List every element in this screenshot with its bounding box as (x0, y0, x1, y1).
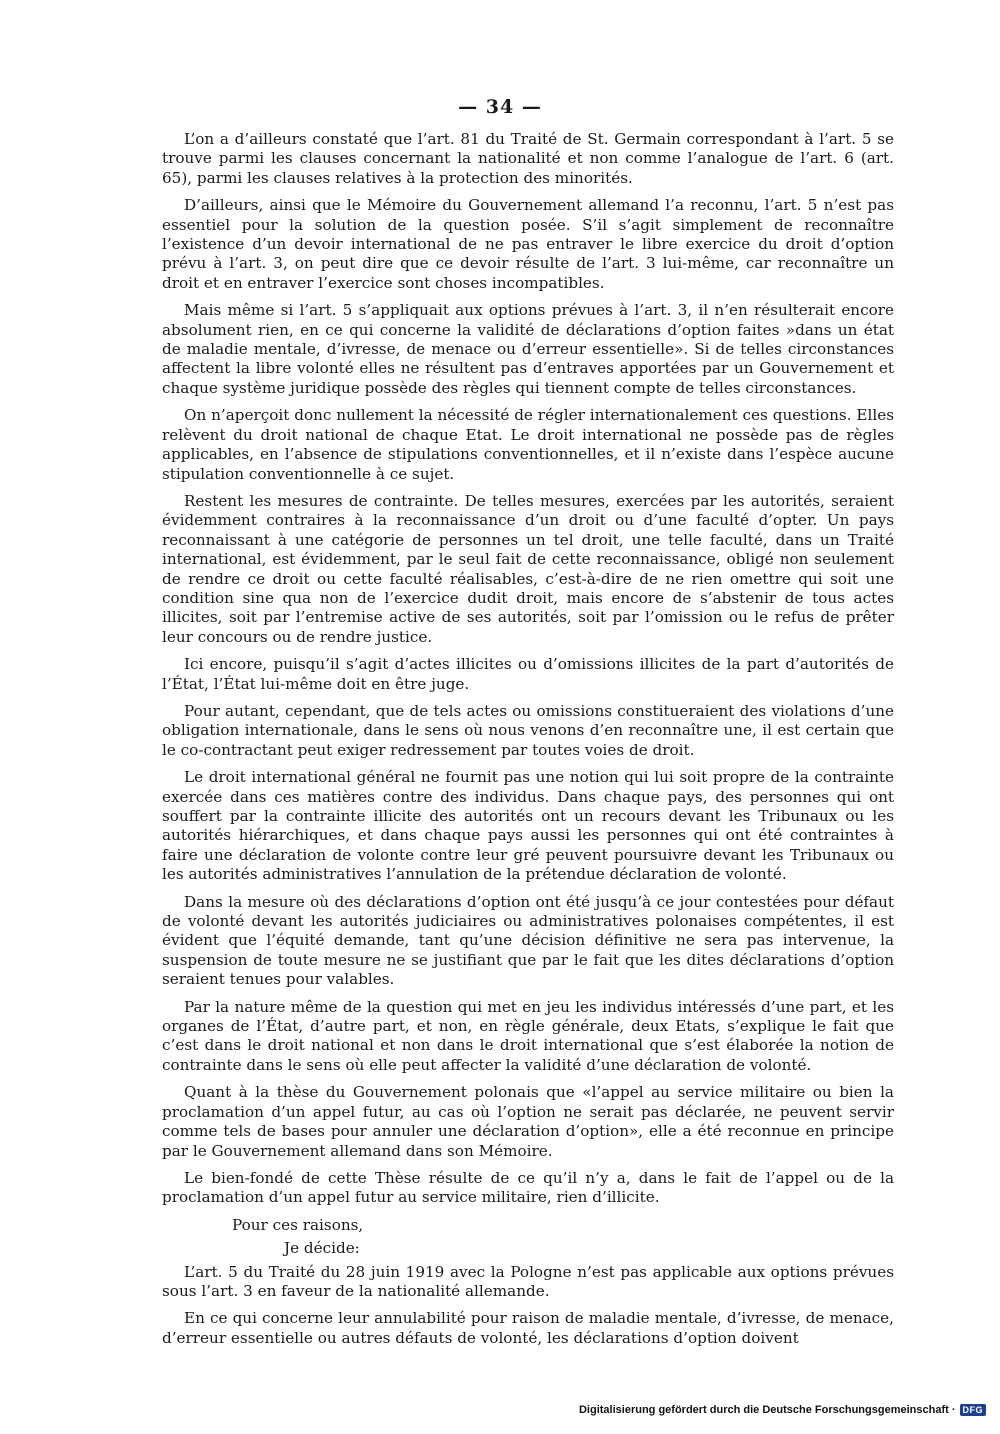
footer (579, 1404, 986, 1416)
paragraph: Par la nature même de la question qui met en jeu les individus intéressés d’une part, et les organes de l’État, d’autre part, et non, en règle générale, deux Etats, s’explique le fait que c’est dans le droit national et non dans le droit international que s’est élaborée la notion de contrainte dans le sens où elle peut affecter la validité d’une déclaration de volonté. (162, 997, 894, 1074)
document-body (162, 130, 894, 1356)
paragraph: Le droit international général ne fournit pas une notion qui lui soit propre de la contrainte exercée dans ces matières contre des individus. Dans chaque pays, des personnes qui ont souffert par la contrainte illicite des autorités ont un recours devant les Tribunaux ou les autorités hiérarchiques, et dans chaque pays aussi les personnes qui ont été contraintes à faire une déclaration de volonte contre leur gré peuvent poursuivre devant les Tribunaux ou les autorités administratives l’annulation de la prétendue déclaration de volonté. (162, 768, 894, 884)
closing-decide: Je décide: (284, 1239, 360, 1258)
paragraph: Restent les mesures de contrainte. De telles mesures, exercées par les autorités, seraient évidemment contraires à la reconnaissance d’un droit ou d’une faculté d’opter. Un pays reconnaissant à une catégorie de personnes un tel droit, une telle faculté, dans un Traité international, est évidemment, par le seul fait de cette reconnaissance, obligé non seulement de rendre ce droit ou cette faculté réalisables, c’est-à-dire de ne rien omettre qui soit une condition sine qua non de l’exercice dudit droit, mais encore de s’abstenir de tous actes illicites, soit par l’entremise active de ses autorités, soit par l’omission ou le refus de prêter leur concours ou de rendre justice. (162, 491, 894, 646)
closing-reasons: Pour ces raisons, (232, 1215, 364, 1234)
paragraph: Le bien-fondé de cette Thèse résulte de ce qu’il n’y a, dans le fait de l’appel ou de la proclamation d’un appel futur au service militaire, rien d’illicite. (162, 1168, 894, 1207)
paragraph: On n’aperçoit donc nullement la nécessité de régler internationalement ces questions. Elles relèvent du droit national de chaque Etat. Le droit international ne possède pas de règles applicables, en l’absence de stipulations conventionnelles, et il n’existe dans l’espèce aucune stipulation conventionnelle à ce sujet. (162, 406, 894, 483)
paragraph: L’on a d’ailleurs constaté que l’art. 81 du Traité de St. Germain correspondant à l’art. 5 se trouve parmi les clauses concernant la nationalité et non comme l’analogue de l’art. 6 (art. 65), parmi les clauses relatives à la protection des minorités. (162, 130, 894, 187)
paragraph: Dans la mesure où des déclarations d’option ont été jusqu’à ce jour contestées pour défaut de volonté devant les autorités judiciaires ou administratives polonaises compétentes, il est évident que l’équité demande, tant qu’une décision définitive ne sera pas intervenue, la suspension de toute mesure ne se justifiant que par le fait que les dites déclarations d’option seraient tenues pour valables. (162, 892, 894, 989)
decision-paragraph: En ce qui concerne leur annulabilité pour raison de maladie mentale, d’ivresse, de menace, d’erreur essentielle ou autres défauts de volonté, les déclarations d’option doivent (162, 1309, 894, 1347)
paragraph: Mais même si l’art. 5 s’appliquait aux options prévues à l’art. 3, il n’en résulterait encore absolument rien, en ce qui concerne la validité de déclarations d’option faites »dans un état de maladie mentale, d’ivresse, de menace ou d’erreur essentielle». Si de telles circonstances affectent la libre volonté elles ne résultent pas d’entraves apportées par un Gouvernement et chaque système juridique possède des règles qui tiennent compte de telles circonstances. (162, 301, 894, 397)
footer-credit: Digitalisierung gefördert durch die Deutsche Forschungsgemeinschaft · (578, 1404, 956, 1416)
paragraph: D’ailleurs, ainsi que le Mémoire du Gouvernement allemand l’a reconnu, l’art. 5 n’est pas essentiel pour la solution de la question posée. S’il s’agit simplement de reconnaître l’existence d’un devoir international de ne pas entraver le libre exercice du droit d’option prévu à l’art. 3, on peut dire que ce devoir résulte de l’art. 3 lui-même, car reconnaître un droit et en entraver l’exercice sont choses incompatibles. (162, 196, 894, 292)
decision-paragraph: L’art. 5 du Traité du 28 juin 1919 avec la Pologne n’est pas applicable aux options prévues sous l’art. 3 en faveur de la nationalité allemande. (162, 1262, 894, 1300)
page-number: — 34 — (458, 96, 542, 118)
paragraph: Pour autant, cependant, que de tels actes ou omissions constitueraient des violations d’une obligation internationale, dans le sens où nous venons d’en reconnaître une, il est certain que le co-contractant peut exiger redressement par toutes voies de droit. (162, 701, 894, 759)
dfg-logo-icon: DFG (960, 1404, 987, 1416)
paragraph: Quant à la thèse du Gouvernement polonais que «l’appel au service militaire ou bien la proclamation d’un appel futur, au cas où l’option ne serait pas déclarée, ne peuvent servir comme tels de bases pour annuler une déclaration d’option», elle a été reconnue en principe par le Gouvernement allemand dans son Mémoire. (162, 1083, 894, 1160)
paragraph: Ici encore, puisqu’il s’agit d’actes illicites ou d’omissions illicites de la part d’autorités de l’État, l’État lui-même doit en être juge. (162, 655, 894, 693)
